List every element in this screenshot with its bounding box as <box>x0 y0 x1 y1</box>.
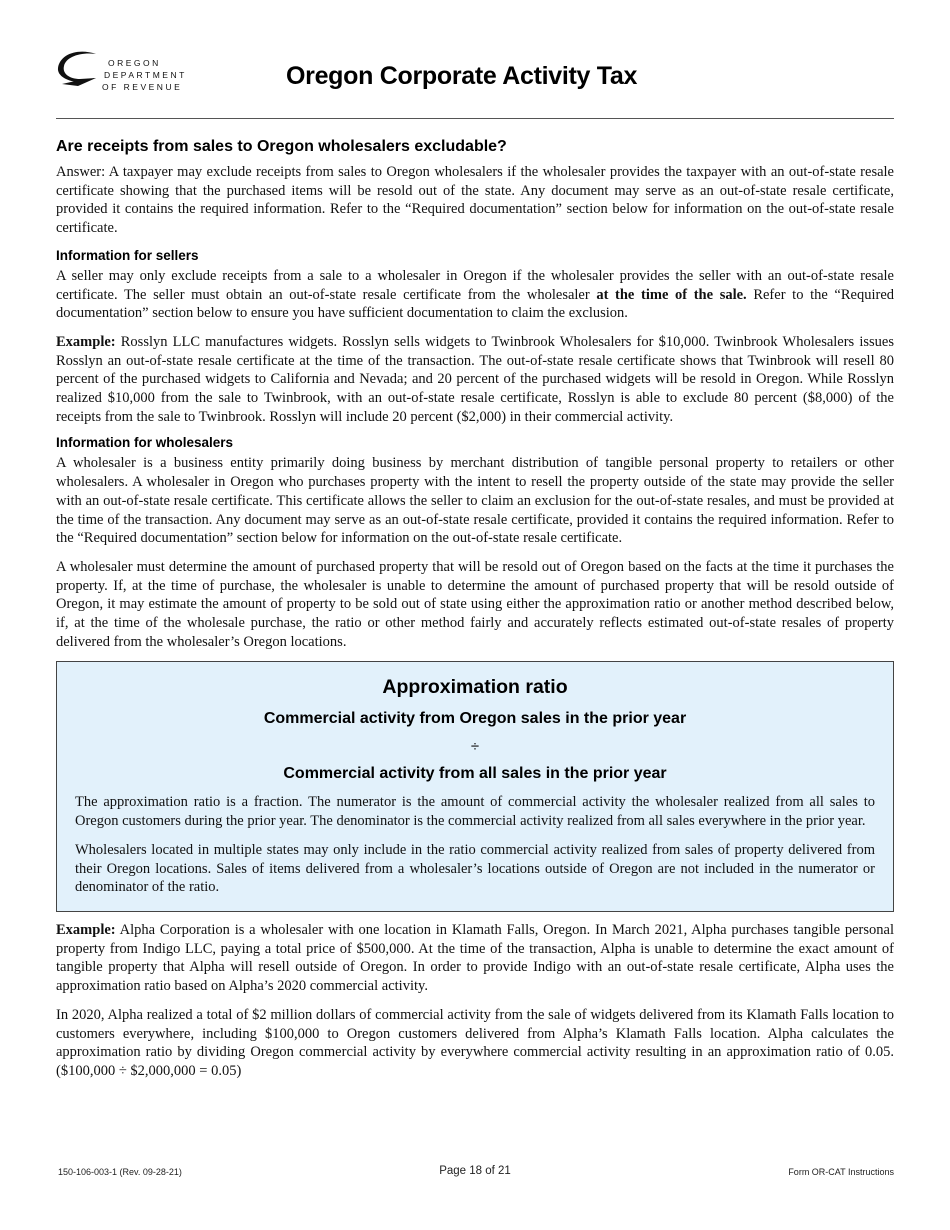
example-label: Example: <box>56 333 116 350</box>
alpha-example-paragraph-2: In 2020, Alpha realized a total of $2 million dollars of commercial activity from the sale of widgets delivered from its Klamath Falls location to customers everywhere, including $100,000 to Oregon customers delivered from Alpha’s Klamath Falls location. Alpha calculates the approximation ratio by dividing Oregon commercial activity by everywhere commercial activity resulting in an approximation ratio of 0.05. ($100,000 ÷ $2,000,000 = 0.05) <box>56 1006 894 1079</box>
page-header <box>56 0 894 119</box>
callout-title: Approximation ratio <box>382 676 568 699</box>
answer-paragraph: Answer: A taxpayer may exclude receipts from sales to Oregon wholesalers if the wholesaler provides the taxpayer with an out-of-state resale certificate showing that the purchased items will be resold out of the state. Any document may serve as an out-of-state resale certificate, provided it contains the required information. Refer to the “Required documentation” section below for information on the out-of-state resale certificate. <box>56 164 894 237</box>
sellers-heading: Information for sellers <box>56 247 199 263</box>
sellers-paragraph <box>56 267 894 323</box>
ratio-numerator: Commercial activity from Oregon sales in the prior year <box>263 710 687 728</box>
sellers-example-paragraph <box>56 333 894 427</box>
approximation-ratio-box <box>56 661 894 912</box>
sellers-text-end: Refer to the “Required documentation” section below to ensure you have sufficient documentation to claim the exclusion. <box>56 286 895 322</box>
oregon-dor-logo <box>56 44 186 96</box>
sellers-example-text: Rosslyn LLC manufactures widgets. Rosslyn sells widgets to Twinbrook Wholesalers for $10,000. Twinbrook Wholesalers issues Rosslyn an out-of-state resale certificate at the time of the transaction. The out-of-state resale certificate shows that Twinbrook will resell 80 percent of the purchased widgets to California and Nevada; and 20 percent of the purchased widgets will be resold in Oregon. While Rosslyn realized $10,000 from the sale to Twinbrook, with an out-of-state resale certificate, Rosslyn is able to exclude 80 percent ($8,000) of the receipts from the sale to Twinbrook. Rosslyn will include 20 percent ($2,000) in their commercial activity. <box>56 333 894 425</box>
ratio-denominator: Commercial activity from all sales in the prior year <box>283 765 667 783</box>
document-page <box>56 0 894 1091</box>
page-number: Page 18 of 21 <box>439 1165 511 1177</box>
wholesalers-heading: Information for wholesalers <box>56 435 234 451</box>
sellers-text-start: A seller may only exclude receipts from a sale to a wholesaler in Oregon if the wholesaler provides the seller with an out-of-state resale certificate. The seller must obtain an out-of-state resale certificate from the wholesaler <box>56 267 894 303</box>
alpha-example-paragraph <box>56 921 894 996</box>
division-sign: ÷ <box>470 738 480 756</box>
logo-text-oregon: OREGON <box>108 58 161 68</box>
wholesalers-paragraph-2: A wholesaler must determine the amount of purchased property that will be resold out of Oregon based on the facts at the time it purchases the property. If, at the time of purchase, the wholesaler is unable to determine the amount of purchased property that will be resold outside of Oregon, it may estimate the amount of property to be sold out of state using either the approximation ratio or another method described below, if, at the time of the wholesale purchase, the ratio or other method fairly and accurately reflects estimated out-of-state resales of property delivered from the wholesaler’s Oregon locations. <box>56 558 894 650</box>
logo-text-of-revenue: OF REVENUE <box>102 82 183 92</box>
sellers-text-bold: at the time of the sale. <box>596 286 747 303</box>
logo-text-department: DEPARTMENT <box>104 70 187 80</box>
callout-paragraph-2: Wholesalers located in multiple states may only include in the ratio commercial activity realized from sales of property delivered from their Oregon locations. Sales of items delivered from a wholesaler’s locations outside of Oregon are not included in the numerator or denominator of the ratio. <box>75 841 875 896</box>
callout-paragraph-1: The approximation ratio is a fraction. The numerator is the amount of commercial activity the wholesaler realized from all sales to Oregon customers during the prior year. The denominator is the commercial activity realized from all sales everywhere in the prior year. <box>75 794 875 830</box>
wholesalers-paragraph-1: A wholesaler is a business entity primarily doing business by merchant distribution of tangible personal property to retailers or other wholesalers. A wholesaler in Oregon who purchases property with the intent to resell the property outside of the state may provide the seller with an out-of-state resale certificate. This certificate allows the seller to claim an exclusion for the out-of-state resales, and must be provided at the time of the transaction. Any document may serve as an out-of-state resale certificate, provided it contains the required information. Refer to the “Required documentation” section below for information on the out-of-state resale certificate. <box>56 455 894 547</box>
form-number: 150-106-003-1 (Rev. 09-28-21) <box>58 1167 182 1177</box>
example2-label: Example: <box>56 921 116 938</box>
oregon-swoosh-icon <box>56 48 100 92</box>
alpha-example-text: Alpha Corporation is a wholesaler with one location in Klamath Falls, Oregon. In March 2021, Alpha purchases tangible personal property from Indigo LLC, paying a total price of $500,000. At the time of the transaction, Alpha is unable to determine the exact amount of tangible property that Alpha will resell outside of Oregon. In order to provide Indigo with an out-of-state resale certificate, Alpha uses the approximation ratio based on Alpha’s 2020 commercial activity. <box>56 921 894 995</box>
page-content <box>56 138 894 1081</box>
document-title: Oregon Corporate Activity Tax <box>286 62 638 90</box>
form-name: Form OR-CAT Instructions <box>788 1167 894 1177</box>
section-heading: Are receipts from sales to Oregon wholesalers excludable? <box>56 138 507 155</box>
